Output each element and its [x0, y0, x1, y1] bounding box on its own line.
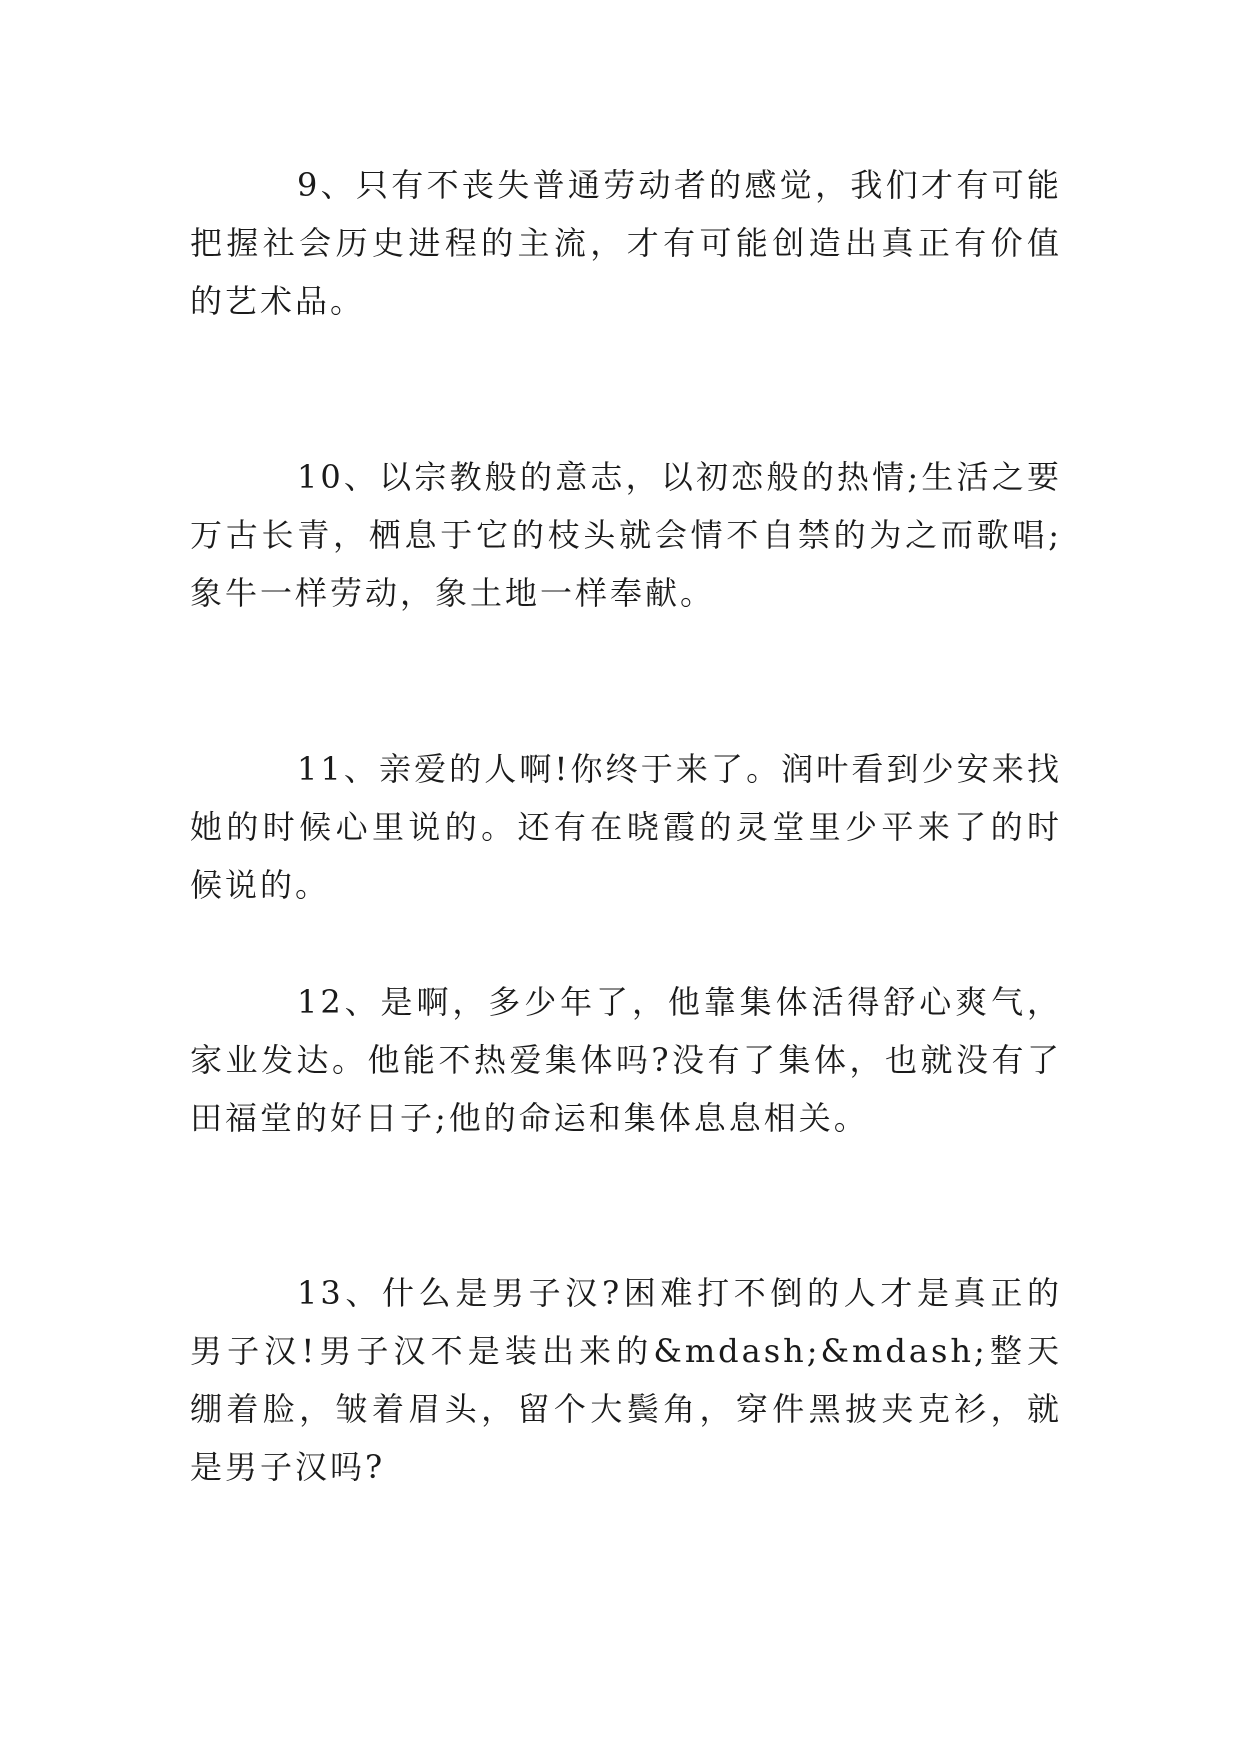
- paragraph-13: 13、什么是男子汉?困难打不倒的人才是真正的男子汉!男子汉不是装出来的&mdash;&mdash;整天绷着脸，皱着眉头，留个大鬓角，穿件黑披夹克衫，就是男子汉吗?: [190, 1274, 1062, 1486]
- paragraph-12: 12、是啊，多少年了，他靠集体活得舒心爽气，家业发达。他能不热爱集体吗?没有了集体，也就没有了田福堂的好日子;他的命运和集体息息相关。: [190, 983, 1062, 1137]
- paragraph-9: 9、只有不丧失普通劳动者的感觉，我们才有可能把握社会历史进程的主流，才有可能创造出真正有价值的艺术品。: [190, 166, 1062, 320]
- paragraph-10: 10、以宗教般的意志，以初恋般的热情;生活之要万古长青，栖息于它的枝头就会情不自禁的为之而歌唱;象牛一样劳动，象土地一样奉献。: [190, 458, 1062, 612]
- paragraph-11: 11、亲爱的人啊!你终于来了。润叶看到少安来找她的时候心里说的。还有在晓霞的灵堂里少平来了的时候说的。: [190, 750, 1062, 904]
